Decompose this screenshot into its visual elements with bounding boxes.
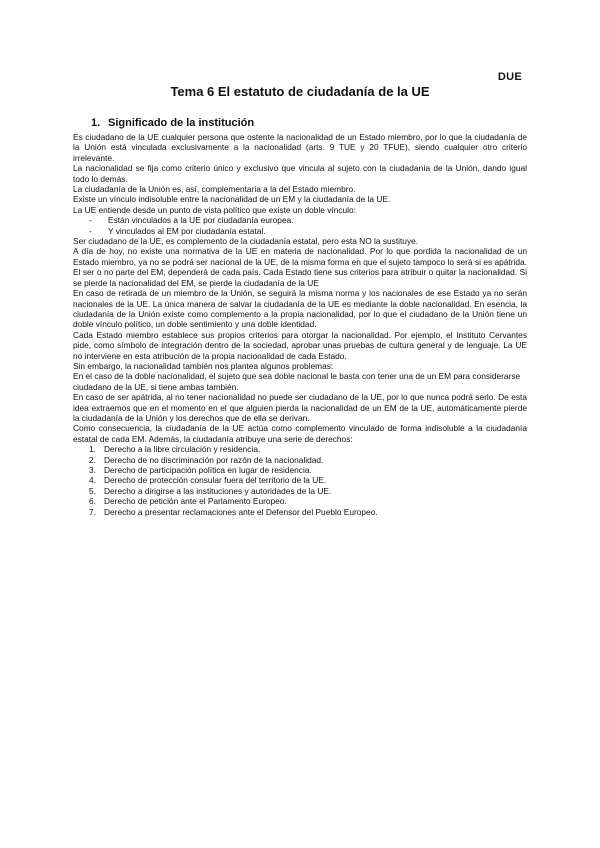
- list-number: 1.: [89, 444, 96, 455]
- dash-list-item: - Y vinculados al EM por ciudadanía estatal.: [73, 226, 527, 236]
- list-item-text: Derecho de petición ante el Parlamento Europeo.: [104, 496, 287, 507]
- rights-list-item: [73, 507, 527, 517]
- document-title: Tema 6 El estatuto de ciudadanía de la UE: [170, 84, 430, 99]
- header-tag: DUE: [497, 71, 522, 83]
- list-item-text: Derecho de no discriminación por razón de la nacionalidad.: [104, 454, 324, 465]
- list-item-text: Derecho a la libre circulación y residencia.: [104, 444, 261, 455]
- paragraph: La nacionalidad se fija como criterio único y exclusivo que vincula al sujeto con la ciudadanía de la Unión, dando igual todo lo demás.: [73, 163, 527, 184]
- rights-list-item: [73, 444, 527, 454]
- rights-list-item: [73, 496, 527, 506]
- list-item-text: Derecho de protección consular fuera del territorio de la UE.: [104, 475, 327, 486]
- paragraph: Ser ciudadano de la UE, es complemento de la ciudadanía estatal, pero esta NO la sustituye.: [73, 236, 419, 247]
- rights-list-item: [73, 465, 527, 475]
- paragraph: Cada Estado miembro establece sus propios criterios para otorgar la nacionalidad. Por ejemplo, el Instituto Cervantes pide, como símbolo de integración dentro de la sociedad, aprobar unas pruebas de cultura general y de lenguaje. La UE no interviene en esta atribución de la propia nacionalidad de cada Estado.: [73, 329, 527, 361]
- section-heading: [91, 116, 527, 130]
- list-number: 4.: [89, 475, 96, 486]
- paragraph: Sin embargo, la nacionalidad también nos plantea algunos problemas:: [73, 360, 334, 371]
- paragraph: En el caso de la doble nacionalidad, el sujeto que sea doble nacional le basta con tener una de un EM para considerarse ciudadano de la UE, si tiene ambas también.: [73, 371, 521, 392]
- section-number: 1.: [91, 117, 101, 129]
- paragraph: A día de hoy, no existe una normativa de la UE en materia de nacionalidad. Por lo que pordida la nacionalidad de un Estado miembro, ya no se podrá ser nacional de la UE, de la misma forma en que el sujeto tampoco lo será si es apátrida. El ser o no parte del EM, dependerá de cada país. Cada Estado tiene sus criterios para atribuir o quitar la nacionalidad. Si se pierde la nacionalidad del EM, se pierde la ciudadanía de la UE: [73, 246, 527, 288]
- list-number: 6.: [89, 496, 96, 507]
- paragraph: En caso de retirada de un miembro de la Unión, se seguirá la misma norma y los nacionales de ese Estado ya no serán nacionales de la UE. La única manera de salvar la ciudadanía de la UE es mediante la doble nacionalidad. En esencia, la ciudadanía de la Unión existe como complemento a la propia nacionalidad, por lo que el ciudadano de la Unión tiene un doble vínculo político, un doble sentimiento y una doble identidad.: [73, 288, 527, 330]
- document-body: [73, 116, 527, 517]
- list-item-text: Derecho a dirigirse a las instituciones y autoridades de la UE.: [104, 485, 332, 496]
- paragraph: En caso de ser apátrida, al no tener nacionalidad no puede ser ciudadano de la UE, por lo que nunca podrá serlo. De esta idea extraemos que en el momento en el que alguien pierda la nacionalidad de un EM de la UE, automáticamente pierde la ciudadanía de la Unión y los derechos que de ella se derivan.: [73, 392, 527, 423]
- rights-list-item: [73, 475, 527, 485]
- paragraph: La UE entiende desde un punto de vista político que existe un doble vínculo:: [73, 204, 356, 215]
- rights-list: [73, 444, 527, 517]
- paragraph: Es ciudadano de la UE cualquier persona que ostente la nacionalidad de un Estado miembro, por lo que la ciudadanía de la Unión está vinculada exclusivamente a la nacionalidad (arts. 9 TUE y 20 TFUE), siendo cualquier otro criterio irrelevante.: [73, 132, 527, 163]
- list-item-text: Derecho a presentar reclamaciones ante el Defensor del Pueblo Europeo.: [104, 506, 378, 517]
- list-number: 5.: [89, 485, 96, 496]
- list-number: 7.: [89, 506, 96, 517]
- dash-list: [73, 215, 527, 236]
- paragraph: Existe un vínculo indisoluble entre la nacionalidad de un EM y la ciudadanía de la UE.: [73, 194, 391, 205]
- rights-list-item: [73, 486, 527, 496]
- list-number: 3.: [89, 465, 96, 475]
- section-heading-text: Significado de la institución: [108, 117, 255, 129]
- paragraph: Como consecuencia, la ciudadanía de la UE actúa como complemento vinculado de forma indisoluble a la ciudadanía estatal de cada EM. Además, la ciudadanía atribuye una serie de derechos:: [73, 423, 527, 444]
- rights-list-item: [73, 455, 527, 465]
- dash-list-item: - Están vinculados a la UE por ciudadanía europea.: [73, 215, 527, 225]
- paragraph: La ciudadanía de la Unión es, así, complementaria a la del Estado miembro.: [73, 184, 356, 195]
- list-number: 2.: [89, 454, 96, 465]
- list-item-text: Derecho de participación política en lugar de residencia.: [104, 465, 312, 475]
